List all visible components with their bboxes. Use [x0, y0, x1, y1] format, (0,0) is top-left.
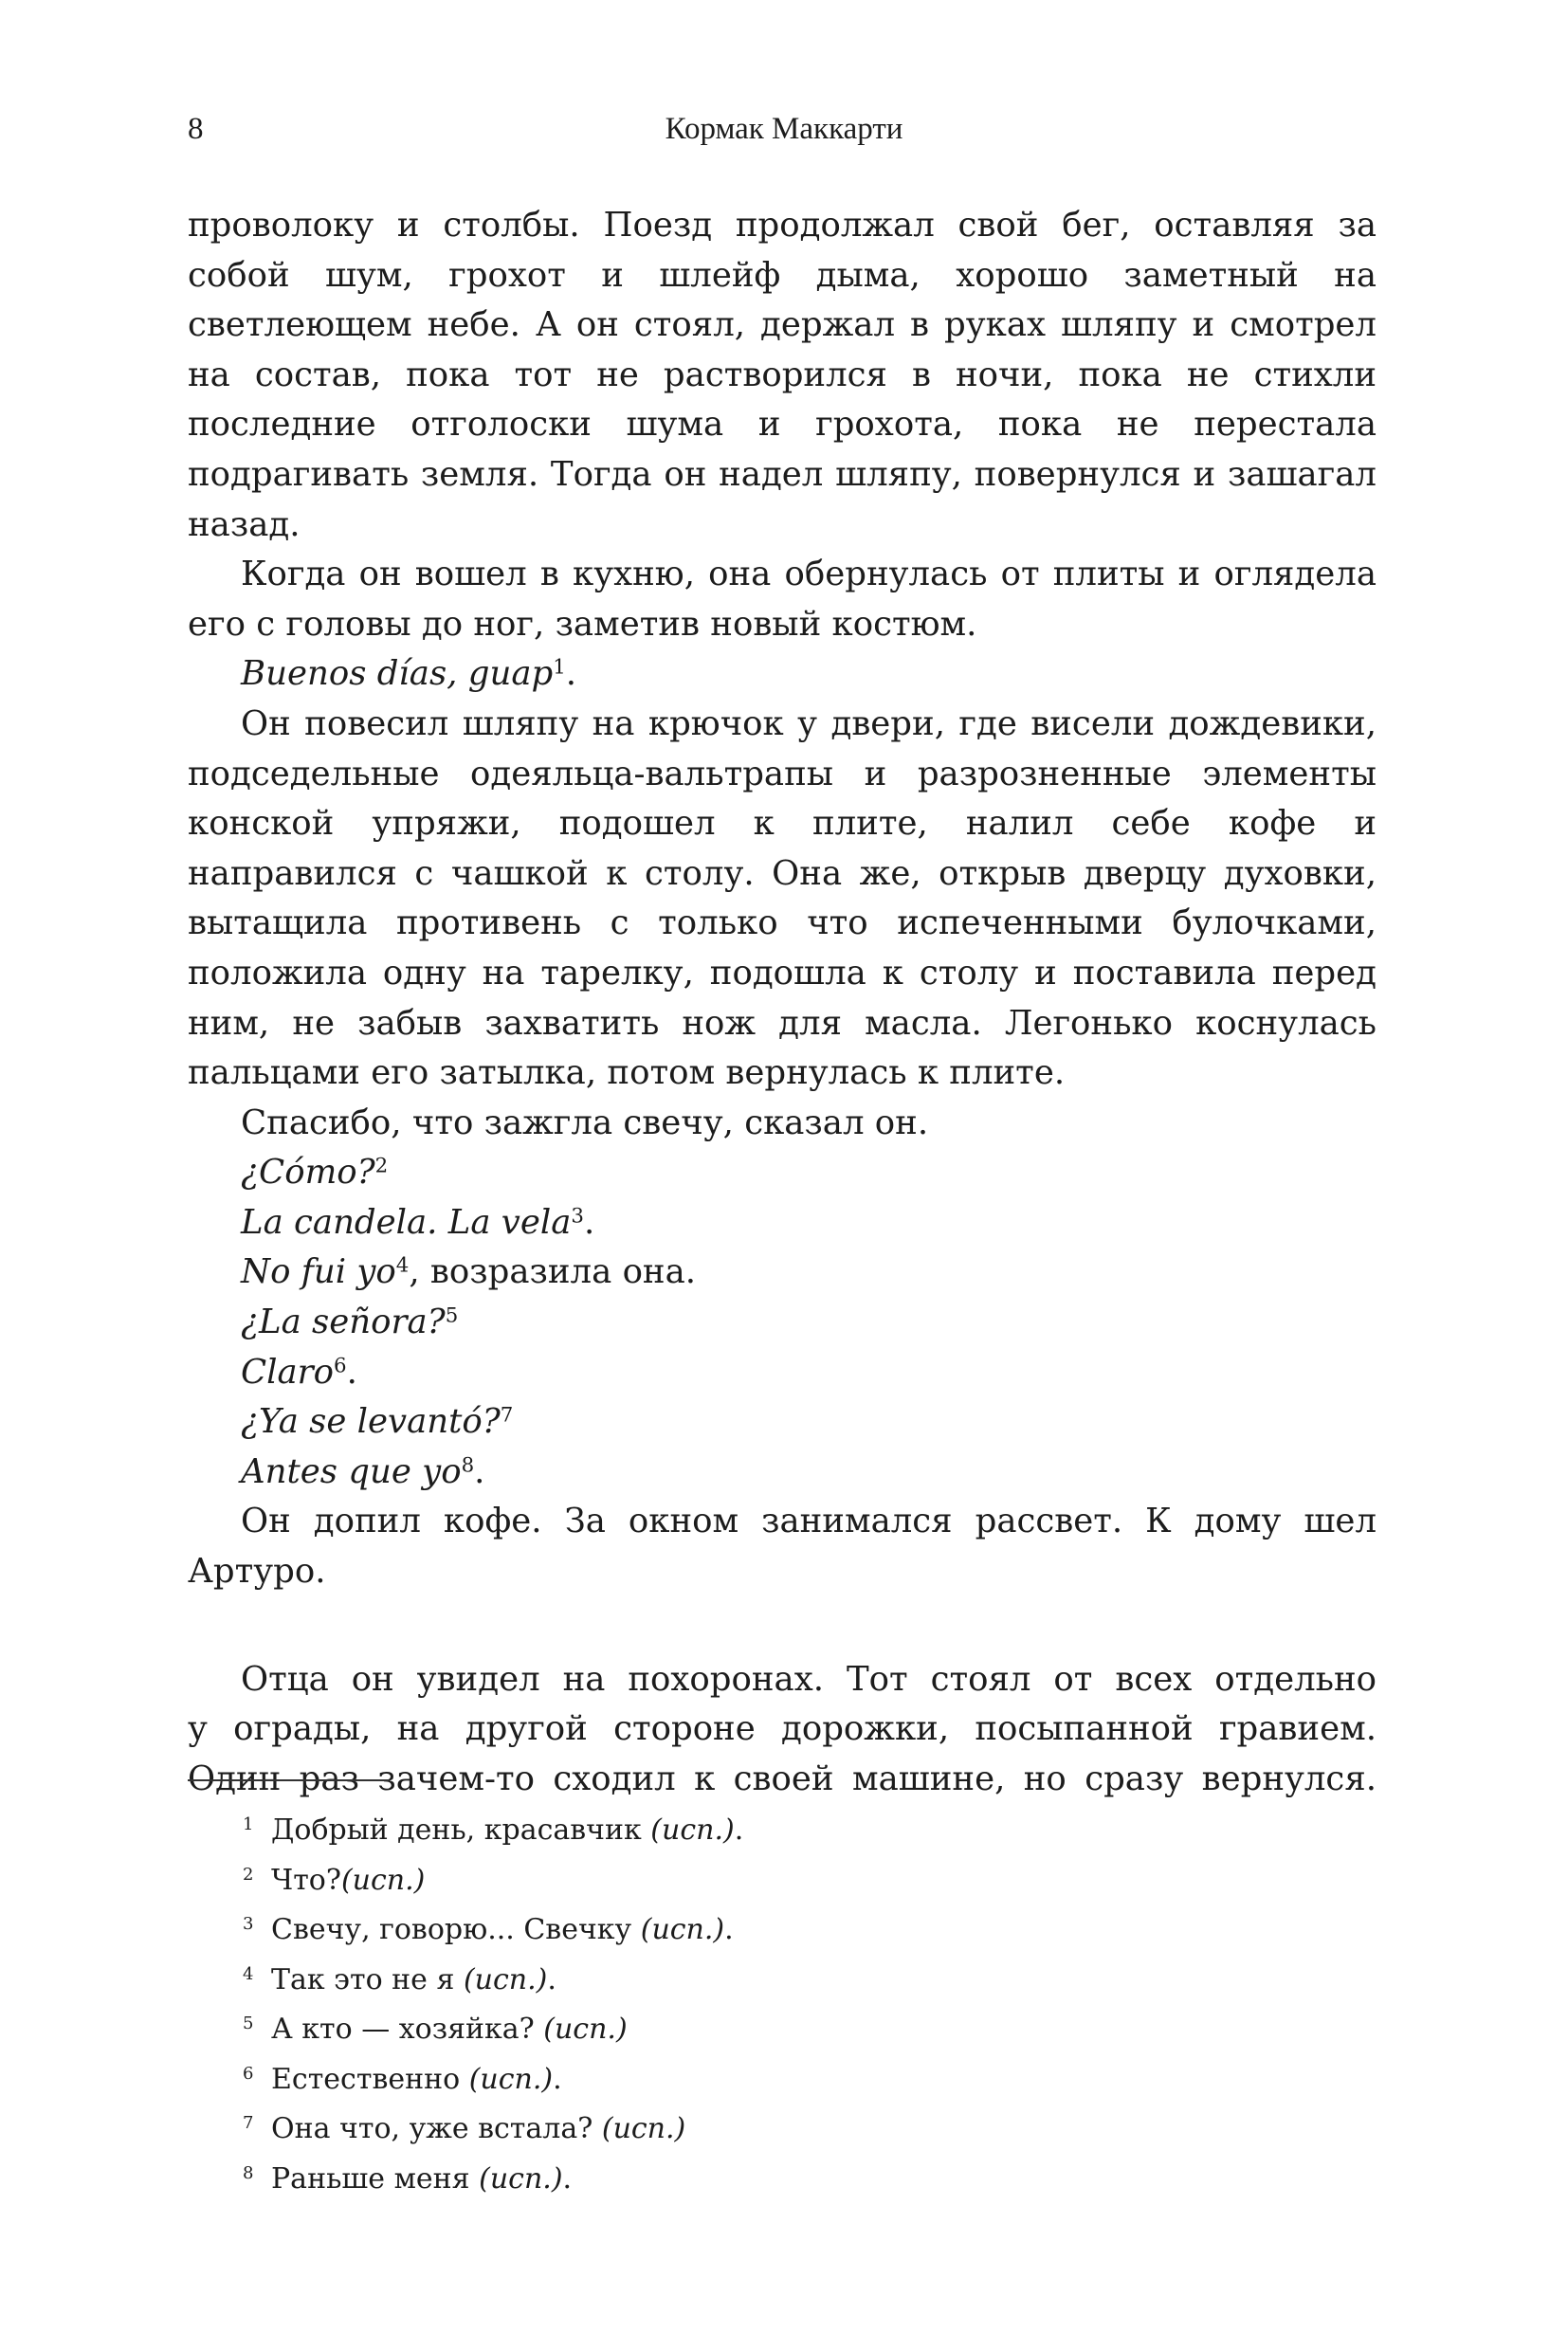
dialog-text: ¿Ya se levantó? — [241, 1402, 501, 1442]
dialog-text: Claro — [241, 1352, 335, 1392]
footnote-lang: (исп.) — [468, 2062, 554, 2096]
footnote-lang: (исп.) — [340, 1863, 426, 1897]
dialog-text: No fui yo — [241, 1252, 396, 1292]
footnote — [243, 2052, 1285, 2103]
footnote-lang: (исп.) — [650, 1813, 735, 1847]
footnote-lang: (исп.) — [479, 2161, 563, 2196]
footnote-ref: 7 — [500, 1403, 514, 1428]
footnote — [243, 2102, 1285, 2152]
footnote-text: А кто — хозяйка? — [271, 2013, 544, 2046]
footnote-ref: 5 — [445, 1303, 459, 1328]
paragraph: Когда он вошел в кухню, она обернулась от плиты и оглядела его с головы до ног, заметив новый костюм. — [188, 555, 1377, 644]
dialog-text: La candela. La vela — [241, 1202, 572, 1242]
footnote-ref: 2 — [374, 1154, 389, 1178]
dialog-line — [188, 1198, 1377, 1248]
footnote-mark: 7 — [243, 2113, 254, 2133]
footnote — [243, 1903, 1285, 1953]
footnote-lang: (исп.) — [640, 1913, 725, 1946]
dialog-line — [188, 1148, 1377, 1198]
footnote-text: Свечу, говорю... Свечку — [271, 1913, 641, 1946]
footnote — [243, 1803, 1285, 1853]
dialog-tail: . — [583, 1202, 595, 1242]
dialog-line — [188, 1248, 1377, 1298]
footnote-ref: 4 — [395, 1253, 410, 1278]
dialog-line — [188, 1298, 1377, 1348]
paragraph: проволоку и столбы. Поезд продолжал свой бег, оставляя за собой шум, грохот и шлейф дыма, хорошо заметный на светлеющем небе. А он стоял, держал в руках шляпу и смотрел на состав, пока тот не растворился в ночи, пока не стихли последние отголоски шума и грохота, пока не перестала подрагивать земля. Тогда он надел шляпу, повернулся и зашагал назад. — [188, 206, 1377, 544]
footnote-end: . — [724, 1913, 734, 1946]
dialog-text: ¿Cómo? — [241, 1153, 375, 1193]
footnote-divider — [188, 1779, 389, 1781]
footnote-ref: 8 — [461, 1453, 475, 1478]
dialog-text: Antes que yo — [241, 1451, 462, 1491]
footnote-lang: (исп.) — [601, 2112, 686, 2145]
footnote-mark: 4 — [243, 1963, 254, 1984]
section-line: Один раз зачем-то сходил к своей машине, но сразу вернулся. — [188, 1759, 1377, 1798]
footnote-mark: 8 — [243, 2162, 254, 2183]
body-text — [188, 201, 1377, 1804]
footnote-end: . — [562, 2161, 573, 2196]
footnote-ref: 1 — [553, 655, 566, 680]
footnote-text: Она что, уже встала? — [271, 2112, 602, 2145]
dialog-line — [188, 649, 1377, 700]
section-line: у ограды, на другой стороне дорожки, посыпанной гравием. — [188, 1709, 1377, 1749]
footnote-text: Что? — [271, 1863, 341, 1897]
running-head: Кормак Маккарти — [665, 112, 903, 146]
dialog-text: Buenos días, guap — [241, 654, 554, 694]
dialog-tail: . — [346, 1352, 357, 1392]
dialog-line — [188, 1348, 1377, 1398]
footnote-mark: 5 — [243, 2014, 254, 2033]
footnote-end: . — [553, 2062, 562, 2096]
section-paragraph — [188, 1655, 1377, 1805]
footnote-mark: 3 — [243, 1914, 254, 1934]
section-line: Отца он увидел на похоронах. Тот стоял от всех отдельно — [241, 1659, 1377, 1699]
footnote-lang: (исп.) — [543, 2013, 628, 2046]
footnote-text: Естественно — [271, 2062, 469, 2096]
footnote — [243, 2152, 1285, 2202]
footnote-text: Так это не я — [271, 1962, 464, 1996]
footnote — [243, 2002, 1285, 2052]
footnote-mark: 2 — [243, 1864, 254, 1885]
page-number: 8 — [188, 112, 204, 146]
dialog-tail: , возразила она. — [409, 1252, 697, 1292]
paragraph: Спасибо, что зажгла свечу, сказал он. — [241, 1103, 929, 1142]
footnotes — [243, 1803, 1285, 2201]
dialog-tail: . — [474, 1451, 485, 1491]
footnote — [243, 1953, 1285, 2003]
footnote-text: Добрый день, красавчик — [271, 1813, 651, 1847]
footnote-lang: (исп.) — [463, 1962, 548, 1996]
footnote-end: . — [547, 1962, 556, 1996]
paragraph: Он допил кофе. За окном занимался рассвет. К дому шел Артуро. — [188, 1502, 1377, 1592]
footnote-end: . — [734, 1813, 744, 1847]
footnote-text: Раньше меня — [271, 2161, 480, 2196]
dialog-line — [188, 1448, 1377, 1498]
paragraph: Он повесил шляпу на крючок у двери, где висели дождевики, подседельные одеяльца-вальтрапы и разрозненные элементы конской упряжи, подошел к плите, налил себе кофе и направился с чашкой к столу. Она же, открыв дверцу духовки, вытащила противень с только что испеченными булочками, положила одну на тарелку, подошла к столу и поставила перед ним, не забыв захватить нож для масла. Легонько коснулась пальцами его затылка, потом вернулась к плите. — [188, 703, 1377, 1093]
footnote-mark: 1 — [243, 1814, 254, 1834]
dialog-text: ¿La señora? — [241, 1303, 446, 1342]
footnote-ref: 3 — [571, 1204, 584, 1229]
dialog-line — [188, 1397, 1377, 1448]
dialog-tail: . — [565, 654, 577, 694]
footnote-mark: 6 — [243, 2063, 254, 2084]
footnote — [243, 1853, 1285, 1904]
footnote-ref: 6 — [334, 1353, 347, 1377]
